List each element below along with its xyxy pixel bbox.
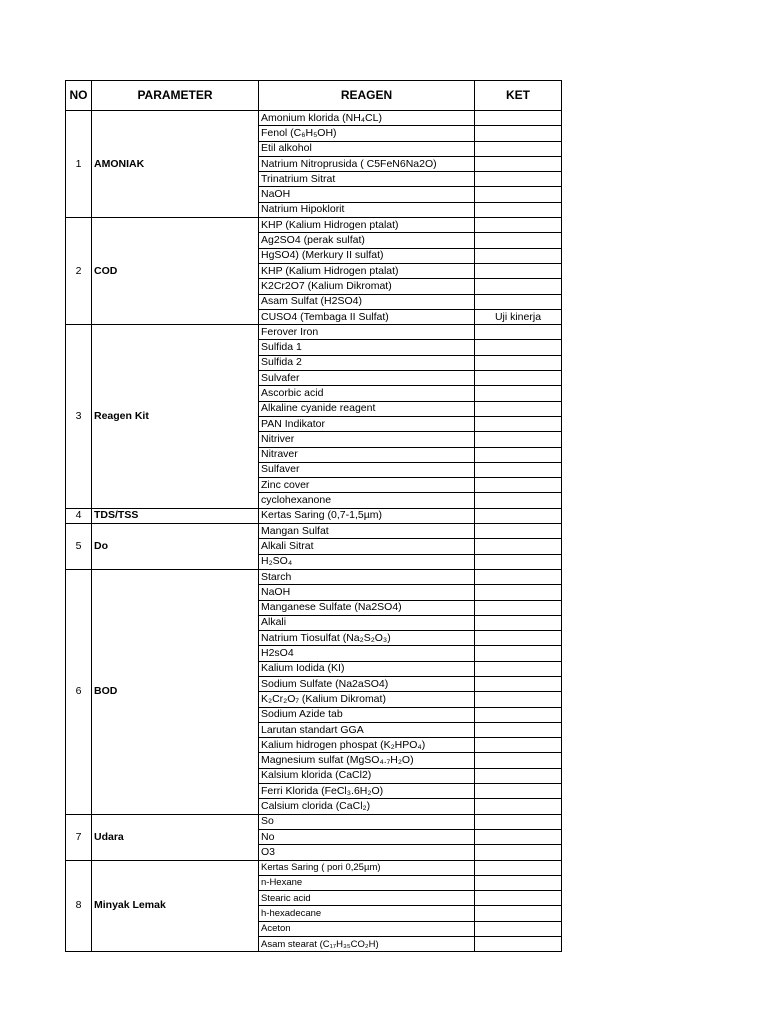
parameter-name: TDS/TSS	[92, 508, 259, 523]
header-row	[66, 81, 562, 111]
ket-cell	[475, 218, 562, 233]
ket-cell	[475, 111, 562, 126]
reagen-cell: So	[259, 814, 475, 829]
parameter-name: BOD	[92, 569, 259, 814]
header-no: NO	[66, 81, 92, 111]
ket-cell	[475, 386, 562, 401]
parameter-name: Minyak Lemak	[92, 860, 259, 952]
reagen-cell: Kertas Saring (0,7-1,5µm)	[259, 508, 475, 523]
reagen-cell: Mangan Sulfat	[259, 524, 475, 539]
reagen-cell: Amonium klorida (NH₄CL)	[259, 111, 475, 126]
reagen-cell: NaOH	[259, 187, 475, 202]
ket-cell	[475, 707, 562, 722]
ket-cell	[475, 432, 562, 447]
table-body	[66, 111, 562, 952]
reagen-cell: Larutan standart GGA	[259, 722, 475, 737]
reagen-cell: cyclohexanone	[259, 493, 475, 508]
reagen-cell: Sulfaver	[259, 462, 475, 477]
reagen-cell: HgSO4) (Merkury II sulfat)	[259, 248, 475, 263]
header-reagen: REAGEN	[259, 81, 475, 111]
ket-cell	[475, 615, 562, 630]
reagen-cell: Kalium hidrogen phospat (K₂HPO₄)	[259, 738, 475, 753]
ket-cell	[475, 891, 562, 906]
header-parameter: PARAMETER	[92, 81, 259, 111]
ket-cell	[475, 569, 562, 584]
reagen-cell: Natrium Hipoklorit	[259, 202, 475, 217]
ket-cell	[475, 187, 562, 202]
parameter-name: Reagen Kit	[92, 325, 259, 509]
table-row	[66, 860, 562, 875]
ket-cell	[475, 294, 562, 309]
table-header	[66, 81, 562, 111]
ket-cell	[475, 462, 562, 477]
reagen-cell: KHP (Kalium Hidrogen ptalat)	[259, 263, 475, 278]
group-number: 7	[66, 814, 92, 860]
ket-cell	[475, 524, 562, 539]
reagen-cell: Ferover Iron	[259, 325, 475, 340]
reagen-cell: Natrium Nitroprusida ( C5FeN6Na2O)	[259, 156, 475, 171]
reagen-cell: Sulfida 2	[259, 355, 475, 370]
group-number: 6	[66, 569, 92, 814]
ket-cell	[475, 447, 562, 462]
reagen-cell: Sodium Sulfate (Na2aSO4)	[259, 676, 475, 691]
ket-cell	[475, 784, 562, 799]
ket-cell	[475, 661, 562, 676]
reagen-cell: Kalium Iodida (KI)	[259, 661, 475, 676]
reagen-cell: Alkaline cyanide reagent	[259, 401, 475, 416]
header-ket: KET	[475, 81, 562, 111]
table-row	[66, 569, 562, 584]
reagen-cell: NaOH	[259, 585, 475, 600]
reagen-cell: Zinc cover	[259, 478, 475, 493]
reagen-cell: Ag2SO4 (perak sulfat)	[259, 233, 475, 248]
ket-cell	[475, 676, 562, 691]
table-row	[66, 325, 562, 340]
reagen-cell: Alkali Sitrat	[259, 539, 475, 554]
table-row	[66, 524, 562, 539]
ket-cell	[475, 233, 562, 248]
parameter-name: AMONIAK	[92, 111, 259, 218]
table-row	[66, 508, 562, 523]
reagen-cell: Asam Sulfat (H2SO4)	[259, 294, 475, 309]
ket-cell	[475, 554, 562, 569]
ket-cell	[475, 478, 562, 493]
ket-cell	[475, 263, 562, 278]
ket-cell	[475, 814, 562, 829]
ket-cell	[475, 156, 562, 171]
ket-cell	[475, 631, 562, 646]
reagen-cell: O3	[259, 845, 475, 860]
reagen-cell: Kalsium klorida (CaCl2)	[259, 768, 475, 783]
ket-cell: Uji kinerja	[475, 309, 562, 324]
ket-cell	[475, 845, 562, 860]
reagen-cell: Alkali	[259, 615, 475, 630]
ket-cell	[475, 875, 562, 890]
group-number: 3	[66, 325, 92, 509]
ket-cell	[475, 646, 562, 661]
ket-cell	[475, 508, 562, 523]
ket-cell	[475, 753, 562, 768]
reagen-cell: K₂Cr₂O₇ (Kalium Dikromat)	[259, 692, 475, 707]
reagen-cell: Nitraver	[259, 447, 475, 462]
ket-cell	[475, 248, 562, 263]
ket-cell	[475, 141, 562, 156]
table-row	[66, 218, 562, 233]
ket-cell	[475, 921, 562, 936]
ket-cell	[475, 722, 562, 737]
reagen-cell: K2Cr2O7 (Kalium Dikromat)	[259, 279, 475, 294]
reagen-cell: Stearic acid	[259, 891, 475, 906]
ket-cell	[475, 937, 562, 952]
ket-cell	[475, 600, 562, 615]
ket-cell	[475, 539, 562, 554]
reagen-cell: Manganese Sulfate (Na2SO4)	[259, 600, 475, 615]
ket-cell	[475, 493, 562, 508]
reagen-cell: H₂SO₄	[259, 554, 475, 569]
reagen-cell: Magnesium sulfat (MgSO₄.₇H₂O)	[259, 753, 475, 768]
reagen-cell: h-hexadecane	[259, 906, 475, 921]
ket-cell	[475, 799, 562, 814]
ket-cell	[475, 172, 562, 187]
reagen-cell: Sodium Azide tab	[259, 707, 475, 722]
ket-cell	[475, 340, 562, 355]
reagen-cell: PAN Indikator	[259, 416, 475, 431]
ket-cell	[475, 738, 562, 753]
group-number: 5	[66, 524, 92, 570]
ket-cell	[475, 585, 562, 600]
reagen-cell: Sulfida 1	[259, 340, 475, 355]
reagen-cell: Starch	[259, 569, 475, 584]
group-number: 1	[66, 111, 92, 218]
ket-cell	[475, 829, 562, 844]
reagen-cell: Natrium Tiosulfat (Na₂S₂O₃)	[259, 631, 475, 646]
ket-cell	[475, 768, 562, 783]
reagen-cell: KHP (Kalium Hidrogen ptalat)	[259, 218, 475, 233]
reagen-cell: Trinatrium Sitrat	[259, 172, 475, 187]
reagen-cell: CUSO4 (Tembaga II Sulfat)	[259, 309, 475, 324]
ket-cell	[475, 355, 562, 370]
ket-cell	[475, 906, 562, 921]
reagen-cell: Ascorbic acid	[259, 386, 475, 401]
ket-cell	[475, 401, 562, 416]
reagen-cell: Nitriver	[259, 432, 475, 447]
reagen-cell: Sulvafer	[259, 371, 475, 386]
table-row	[66, 111, 562, 126]
group-number: 8	[66, 860, 92, 952]
reagen-cell: Fenol (C₆H₅OH)	[259, 126, 475, 141]
group-number: 4	[66, 508, 92, 523]
ket-cell	[475, 126, 562, 141]
ket-cell	[475, 202, 562, 217]
reagen-cell: Asam stearat (C₁₇H₃₅CO₂H)	[259, 937, 475, 952]
reagen-cell: Kertas Saring ( pori 0,25µm)	[259, 860, 475, 875]
ket-cell	[475, 860, 562, 875]
table-row	[66, 814, 562, 829]
group-number: 2	[66, 218, 92, 325]
parameter-name: Do	[92, 524, 259, 570]
reagen-cell: Ferri Klorida (FeCl₃.6H₂O)	[259, 784, 475, 799]
parameter-name: Udara	[92, 814, 259, 860]
reagen-cell: Etil alkohol	[259, 141, 475, 156]
ket-cell	[475, 416, 562, 431]
reagen-cell: Aceton	[259, 921, 475, 936]
reagent-table	[65, 80, 562, 952]
ket-cell	[475, 279, 562, 294]
reagen-cell: H2sO4	[259, 646, 475, 661]
reagen-cell: No	[259, 829, 475, 844]
ket-cell	[475, 371, 562, 386]
ket-cell	[475, 325, 562, 340]
reagen-cell: n-Hexane	[259, 875, 475, 890]
parameter-name: COD	[92, 218, 259, 325]
reagen-cell: Calsium clorida (CaCl₂)	[259, 799, 475, 814]
ket-cell	[475, 692, 562, 707]
